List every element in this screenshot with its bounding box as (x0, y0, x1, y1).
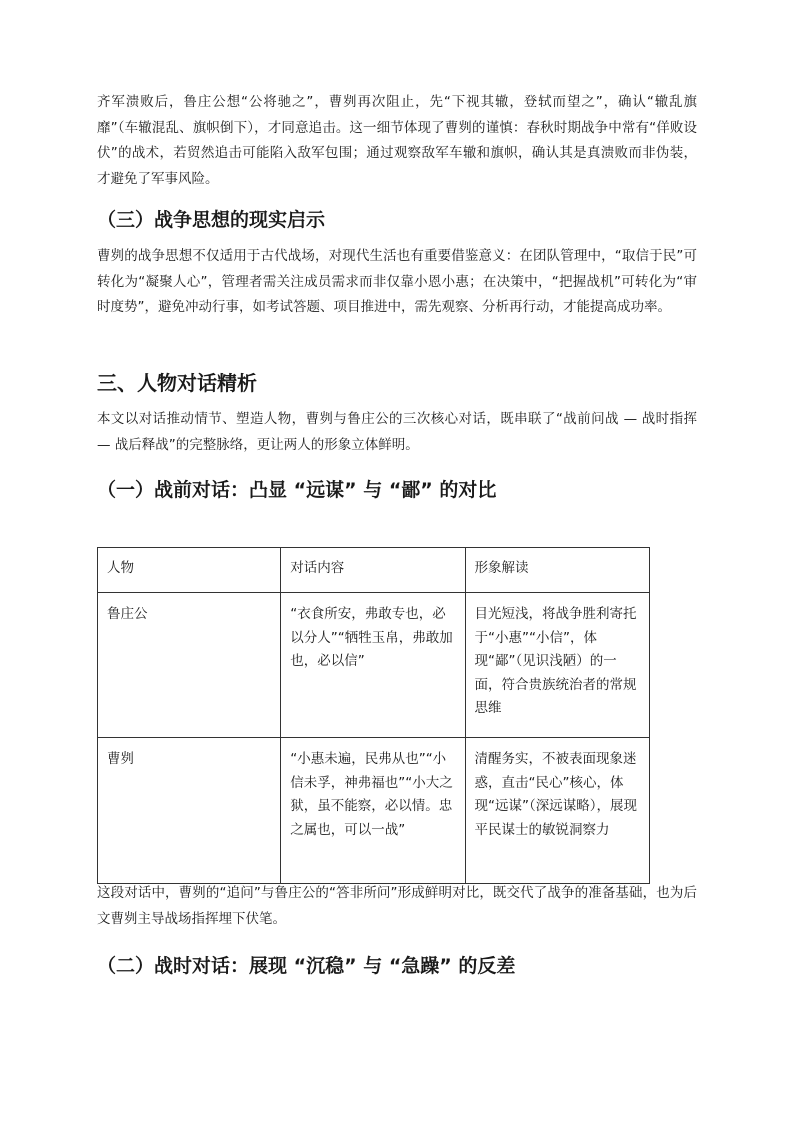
table-header-cell: 形象解读 (465, 548, 649, 593)
table-row (98, 593, 650, 738)
intro-paragraph: 齐军溃败后，鲁庄公想“公将驰之”，曹刿再次阻止，先“下视其辙，登轼而望之”，确认“辙乱旗靡”（车辙混乱、旗帜倒下），才同意追击。这一细节体现了曹刿的谨慎：春秋时期战争中常有“佯败设伏”的战术，若贸然追击可能陷入敌军包围；通过观察敌军车辙和旗帜，确认其是真溃败而非伪装，才避免了军事风险。 (97, 94, 697, 187)
table-header-row (98, 548, 650, 593)
interpretation-cell: 目光短浅，将战争胜利寄托于“小惠”“小信”，体现“鄙”（见识浅陋）的一面，符合贵族统治者的常规思维 (465, 593, 649, 738)
dialogue-cell: “衣食所安，弗敢专也，必以分人”“牺牲玉帛，弗敢加也，必以信” (281, 593, 465, 738)
chapter-heading: 三、人物对话精析 (97, 371, 257, 395)
sub-one-heading: （一）战前对话：凸显 “远谋” 与 “鄙” 的对比 (97, 479, 497, 501)
table-header-cell: 人物 (98, 548, 281, 593)
after-table-paragraph: 这段对话中，曹刿的“追问”与鲁庄公的“答非所问”形成鲜明对比，既交代了战争的准备基础，也为后文曹刿主导战场指挥埋下伏笔。 (97, 885, 697, 927)
sub-two-heading: （二）战时对话：展现 “沉稳” 与 “急躁” 的反差 (97, 955, 516, 977)
interpretation-cell: 清醒务实，不被表面现象迷惑，直击“民心”核心，体现“远谋”（深远谋略），展现平民谋士的敏锐洞察力 (465, 738, 649, 884)
person-cell: 鲁庄公 (98, 593, 281, 738)
dialogue-cell: “小惠未遍，民弗从也”“小信未孚，神弗福也”“小大之狱，虽不能察，必以情。忠之属也，可以一战” (281, 738, 465, 884)
section-three-paragraph: 曹刿的战争思想不仅适用于古代战场，对现代生活也有重要借鉴意义：在团队管理中，“取信于民”可转化为“凝聚人心”，管理者需关注成员需求而非仅靠小恩小惠；在决策中，“把握战机”可转化为“审时度势”，避免冲动行事，如考试答题、项目推进中，需先观察、分析再行动，才能提高成功率。 (97, 248, 697, 315)
table-row (98, 738, 650, 884)
chapter-paragraph: 本文以对话推动情节、塑造人物，曹刿与鲁庄公的三次核心对话，既串联了“战前问战 — 战时指挥 — 战后释战”的完整脉络，更让两人的形象立体鲜明。 (97, 411, 697, 453)
dialogue-table (97, 547, 650, 884)
table-header-cell: 对话内容 (281, 548, 465, 593)
person-cell: 曹刿 (98, 738, 281, 884)
section-three-heading: （三）战争思想的现实启示 (97, 209, 326, 231)
